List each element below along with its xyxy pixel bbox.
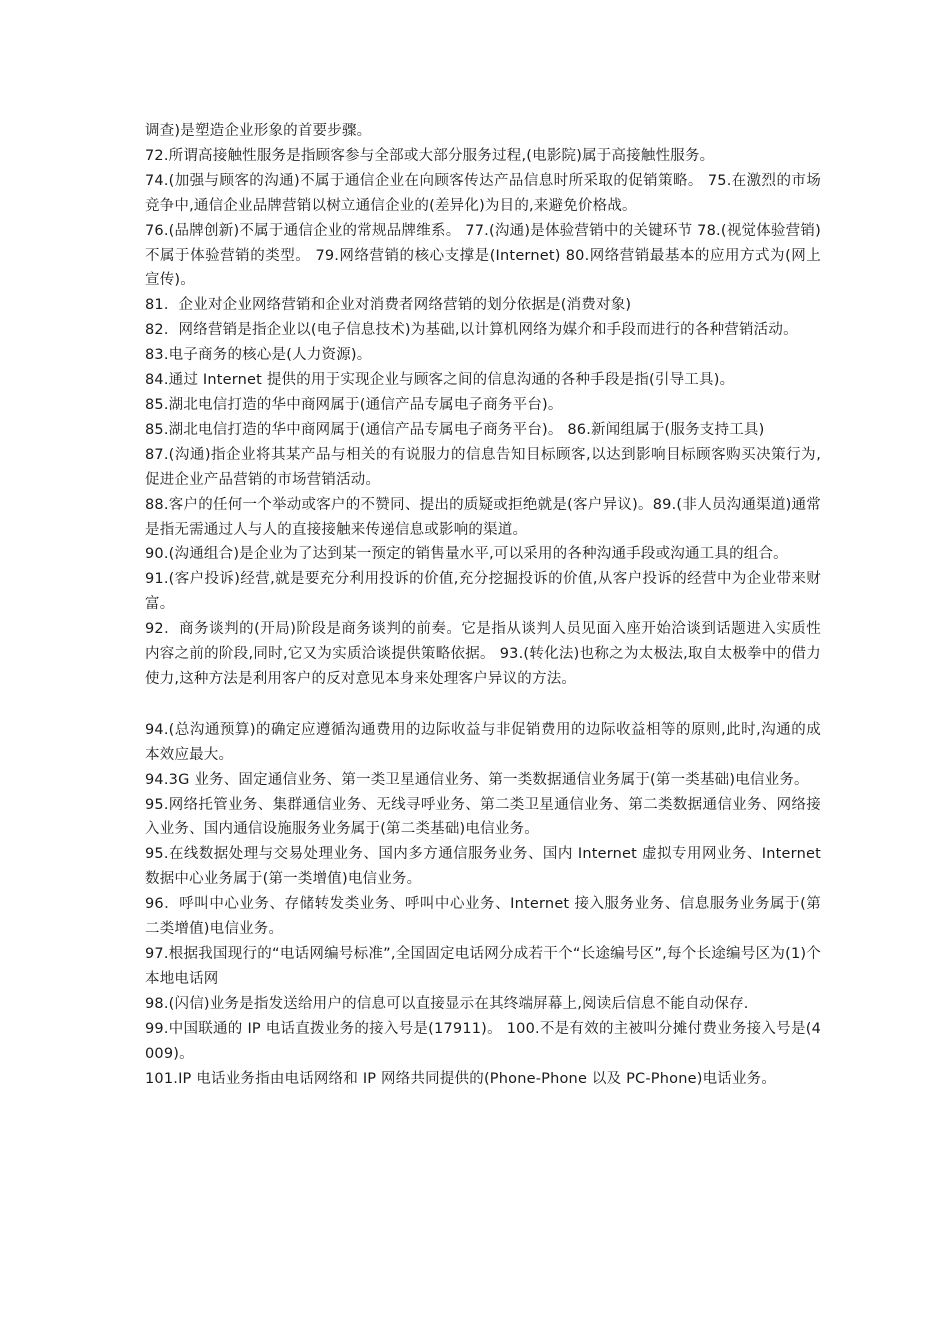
paragraph-99-100: 99.中国联通的 IP 电话直拨业务的接入号是(17911)。 100.不是有效的主被叫分摊付费业务接入号是(4009)。 <box>145 1020 821 1062</box>
paragraph-96: 96．呼叫中心业务、存储转发类业务、呼叫中心业务、Internet 接入服务业务、信息服务业务属于(第二类增值)电信业务。 <box>145 896 821 938</box>
paragraph-81: 81．企业对企业网络营销和企业对消费者网络营销的划分依据是(消费对象) <box>145 297 632 314</box>
blank-line <box>145 692 821 718</box>
paragraph-84: 84.通过 Internet 提供的用于实现企业与顾客之间的信息沟通的各种手段是指(引导工具)。 <box>145 372 735 389</box>
paragraph-83: 83.电子商务的核心是(人力资源)。 <box>145 347 372 364</box>
paragraph-88-89: 88.客户的任何一个举动或客户的不赞同、提出的质疑或拒绝就是(客户异议)。89.(非人员沟通渠道)通常是指无需通过人与人的直接接触来传递信息或影响的渠道。 <box>145 496 821 538</box>
paragraph-76-80: 76.(品牌创新)不属于通信企业的常规品牌维系。 77.(沟通)是体验营销中的关键环节 78.(视觉体验营销)不属于体验营销的类型。 79.网络营销的核心支撑是(Internet) 80.网络营销最基本的应用方式为(网上宣传)。 <box>145 222 821 289</box>
paragraph-94a: 94.(总沟通预算)的确定应遵循沟通费用的边际收益与非促销费用的边际收益相等的原则,此时,沟通的成本效应最大。 <box>145 721 821 763</box>
paragraph-85b-86: 85.湖北电信打造的华中商网属于(通信产品专属电子商务平台)。 86.新闻组属于(服务支持工具) <box>145 421 765 438</box>
paragraph-97: 97.根据我国现行的“电话网编号标准”,全国固定电话网分成若干个“长途编号区”,每个长途编号区为(1)个本地电话网 <box>145 946 821 987</box>
paragraph-90: 90.(沟通组合)是企业为了达到某一预定的销售量水平,可以采用的各种沟通手段或沟通工具的组合。 <box>145 546 788 563</box>
paragraph-72: 72.所谓高接触性服务是指顾客参与全部或大部分服务过程,(电影院)属于高接触性服务。 <box>145 147 715 164</box>
paragraph-95b: 95.在线数据处理与交易处理业务、国内多方通信服务业务、国内 Internet 虚拟专用网业务、Internet 数据中心业务属于(第一类增值)电信业务。 <box>145 846 821 888</box>
paragraph-101: 101.IP 电话业务指由电话网络和 IP 网络共同提供的(Phone-Phone 以及 PC-Phone)电话业务。 <box>145 1070 777 1087</box>
paragraph-98: 98.(闪信)业务是指发送给用户的信息可以直接显示在其终端屏幕上,阅读后信息不能自动保存. <box>145 995 749 1012</box>
paragraph-82: 82．网络营销是指企业以(电子信息技术)为基础,以计算机网络为媒介和手段而进行的各种营销活动。 <box>145 322 798 339</box>
paragraph-87: 87.(沟通)指企业将其某产品与相关的有说服力的信息告知目标顾客,以达到影响目标顾客购买决策行为,促进企业产品营销的市场营销活动。 <box>145 446 821 488</box>
paragraph-85a: 85.湖北电信打造的华中商网属于(通信产品专属电子商务平台)。 <box>145 396 563 413</box>
paragraph-74-75: 74.(加强与顾客的沟通)不属于通信企业在向顾客传达产品信息时所采取的促销策略。 75.在激烈的市场竞争中,通信企业品牌营销以树立通信企业的(差异化)为目的,来避免价格战。 <box>145 172 821 214</box>
document-body <box>145 119 821 1091</box>
paragraph-92-93: 92．商务谈判的(开局)阶段是商务谈判的前奏。它是指从谈判人员见面入座开始洽谈到话题进入实质性内容之前的阶段,同时,它又为实质洽谈提供策略依据。 93.(转化法)也称之为太极法,取自太极拳中的借力使力,这种方法是利用客户的反对意见本身来处理客户异议的方法。 <box>145 621 821 687</box>
paragraph-95a: 95.网络托管业务、集群通信业务、无线寻呼业务、第二类卫星通信业务、第二类数据通信业务、网络接入业务、国内通信设施服务业务属于(第二类基础)电信业务。 <box>145 796 821 838</box>
paragraph-94b: 94.3G 业务、固定通信业务、第一类卫星通信业务、第一类数据通信业务属于(第一类基础)电信业务。 <box>145 771 809 788</box>
paragraph-91: 91.(客户投诉)经营,就是要充分利用投诉的价值,充分挖掘投诉的价值,从客户投诉的经营中为企业带来财富。 <box>145 571 821 613</box>
paragraph-71-end: 调查)是塑造企业形象的首要步骤。 <box>145 123 372 139</box>
